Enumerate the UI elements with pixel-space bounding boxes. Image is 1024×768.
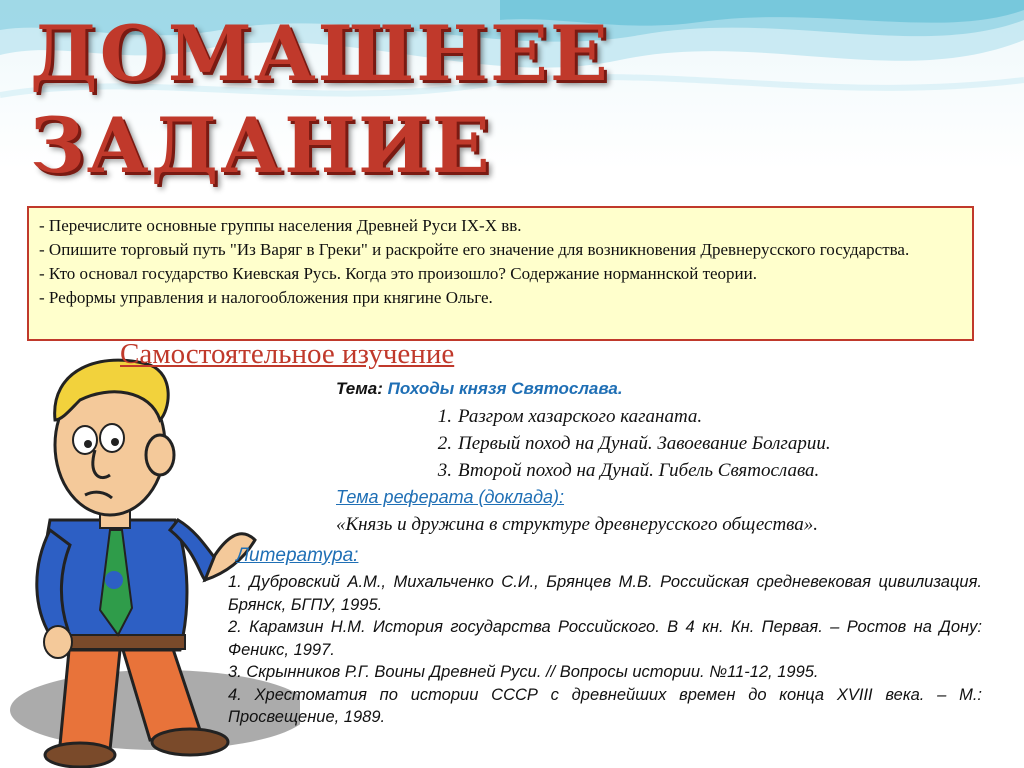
- homework-item: - Перечислите основные группы населения Древней Руси IX-X вв.: [39, 216, 522, 235]
- title-line-2: ЗАДАНИЕ: [30, 101, 492, 190]
- report-topic-title: «Князь и дружина в структуре древнерусского общества».: [336, 514, 819, 535]
- list-item: 2. Карамзин Н.М. История государства Российского. В 4 кн. Кн. Первая. – Ростов на Дону: Феникс, 1997.: [228, 618, 982, 659]
- homework-item: - Реформы управления и налогообложения при княгине Ольге.: [39, 288, 493, 307]
- literature-label: Литература:: [236, 545, 359, 566]
- topic-list: [422, 403, 831, 484]
- topic-line: [336, 379, 623, 399]
- list-item: 3. Второй поход на Дунай. Гибель Святослава.: [437, 460, 820, 481]
- list-item: 2. Первый поход на Дунай. Завоевание Болгарии.: [437, 433, 831, 454]
- list-item: 4. Хрестоматия по истории СССР с древнейших времен до конца XVIII века. – М.: Просвещение, 1989.: [228, 685, 982, 726]
- topic-label: Тема:: [336, 379, 383, 398]
- list-item: 1. Дубровский А.М., Михальченко С.И., Брянцев М.В. Российская средневековая цивилизация. Брянск, БГПУ, 1995.: [228, 573, 982, 614]
- homework-item: - Кто основал государство Киевская Русь. Когда это произошло? Содержание норманнской теории.: [39, 264, 757, 283]
- report-topic-label: Тема реферата (доклада):: [336, 487, 565, 507]
- self-study-heading: Самостоятельное изучение: [120, 338, 455, 370]
- homework-box: [27, 206, 974, 341]
- list-item: 3. Скрынников Р.Г. Воины Древней Руси. // Вопросы истории. №11-12, 1995.: [228, 663, 819, 681]
- topic-value: Походы князя Святослава.: [387, 379, 623, 398]
- homework-item: - Опишите торговый путь "Из Варяг в Греки" и раскройте его значение для возникновения Древнерусского государства.: [39, 240, 910, 259]
- title-line-1: ДОМАШНЕЕ: [30, 9, 610, 98]
- literature-list: [228, 571, 982, 729]
- list-item: 1. Разгром хазарского каганата.: [437, 406, 703, 427]
